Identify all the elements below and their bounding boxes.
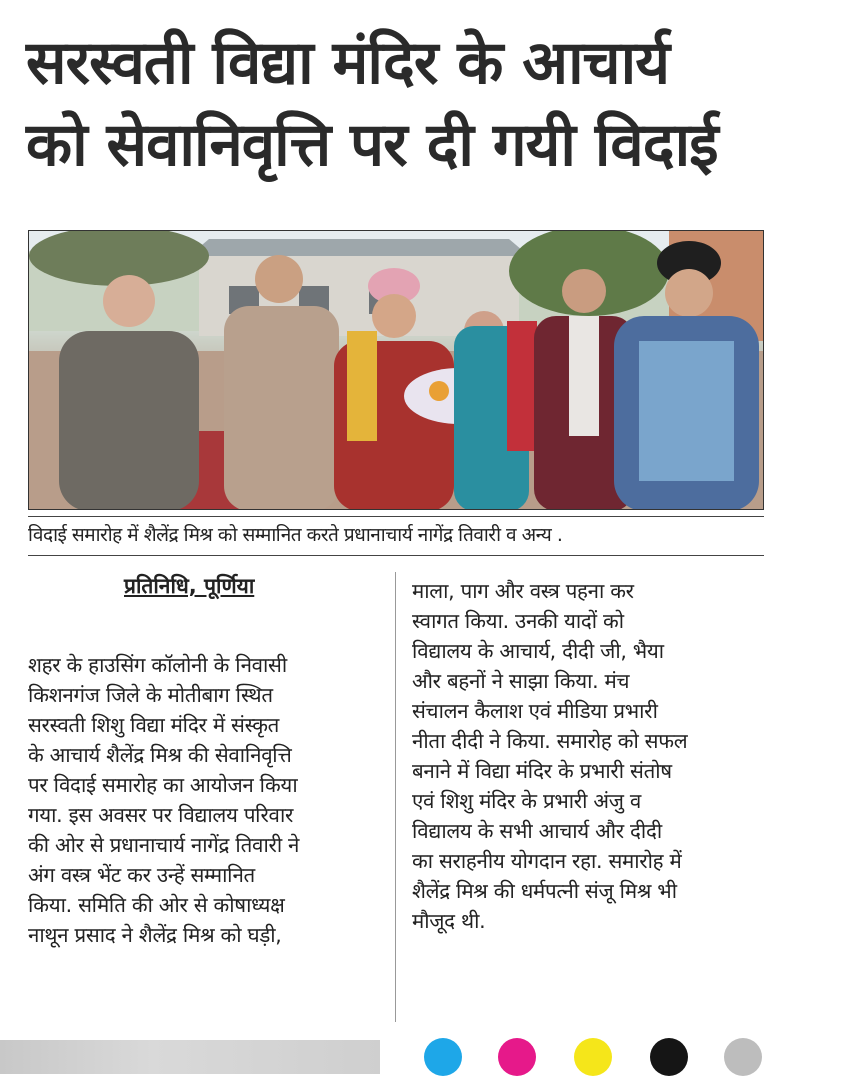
- caption-rule-bottom: [28, 555, 764, 556]
- body-line: की ओर से प्रधानाचार्य नागेंद्र तिवारी ने: [28, 833, 300, 857]
- body-line: माला, पाग और वस्त्र पहना कर: [412, 579, 634, 603]
- dateline: प्रतिनिधि, पूर्णिया: [124, 574, 255, 598]
- body-line: पर विदाई समारोह का आयोजन किया: [28, 773, 298, 797]
- photo-illustration: [29, 231, 764, 510]
- article-column-2: [412, 576, 764, 936]
- body-line: मौजूद थी.: [412, 909, 486, 933]
- magenta-registration-swatch: [498, 1038, 536, 1076]
- black-registration-swatch: [650, 1038, 688, 1076]
- body-line: नाथून प्रसाद ने शैलेंद्र मिश्र को घड़ी,: [28, 923, 282, 947]
- body-line: का सराहनीय योगदान रहा. समारोह में: [412, 849, 682, 873]
- column-divider: [395, 572, 396, 1022]
- caption-rule-top: [28, 516, 764, 517]
- body-line: शैलेंद्र मिश्र की धर्मपत्नी संजू मिश्र भी: [412, 879, 677, 903]
- body-line: के आचार्य शैलेंद्र मिश्र की सेवानिवृत्ति: [28, 743, 292, 767]
- body-line: विद्यालय के आचार्य, दीदी जी, भैया: [412, 639, 664, 663]
- body-line: बनाने में विद्या मंदिर के प्रभारी संतोष: [412, 759, 672, 783]
- body-line: किया. समिति की ओर से कोषाध्यक्ष: [28, 893, 285, 917]
- print-grey-bar: [0, 1040, 380, 1074]
- photo-caption: विदाई समारोह में शैलेंद्र मिश्र को सम्मानित करते प्रधानाचार्य नागेंद्र तिवारी व अन्य .: [28, 524, 563, 546]
- body-line: एवं शिशु मंदिर के प्रभारी अंजु व: [412, 789, 641, 813]
- body-line: विद्यालय के सभी आचार्य और दीदी: [412, 819, 662, 843]
- body-line: और बहनों ने साझा किया. मंच: [412, 669, 630, 693]
- body-line: सरस्वती शिशु विद्या मंदिर में संस्कृत: [28, 713, 280, 737]
- headline-line-2: को सेवानिवृत्ति पर दी गयी विदाई: [26, 110, 718, 180]
- body-line: गया. इस अवसर पर विद्यालय परिवार: [28, 803, 294, 827]
- body-line: किशनगंज जिले के मोतीबाग स्थित: [28, 683, 273, 707]
- body-line: अंग वस्त्र भेंट कर उन्हें सम्मानित: [28, 863, 255, 887]
- grey-registration-swatch: [724, 1038, 762, 1076]
- headline: [26, 22, 816, 186]
- body-line: स्वागत किया. उनकी यादों को: [412, 609, 624, 633]
- news-photo: [28, 230, 764, 510]
- body-line: नीता दीदी ने किया. समारोह को सफल: [412, 729, 688, 753]
- yellow-registration-swatch: [574, 1038, 612, 1076]
- headline-line-1: सरस्वती विद्या मंदिर के आचार्य: [26, 28, 669, 98]
- body-line: शहर के हाउसिंग कॉलोनी के निवासी: [28, 653, 287, 677]
- body-line: संचालन कैलाश एवं मीडिया प्रभारी: [412, 699, 658, 723]
- cyan-registration-swatch: [424, 1038, 462, 1076]
- article-column-1: [28, 650, 380, 950]
